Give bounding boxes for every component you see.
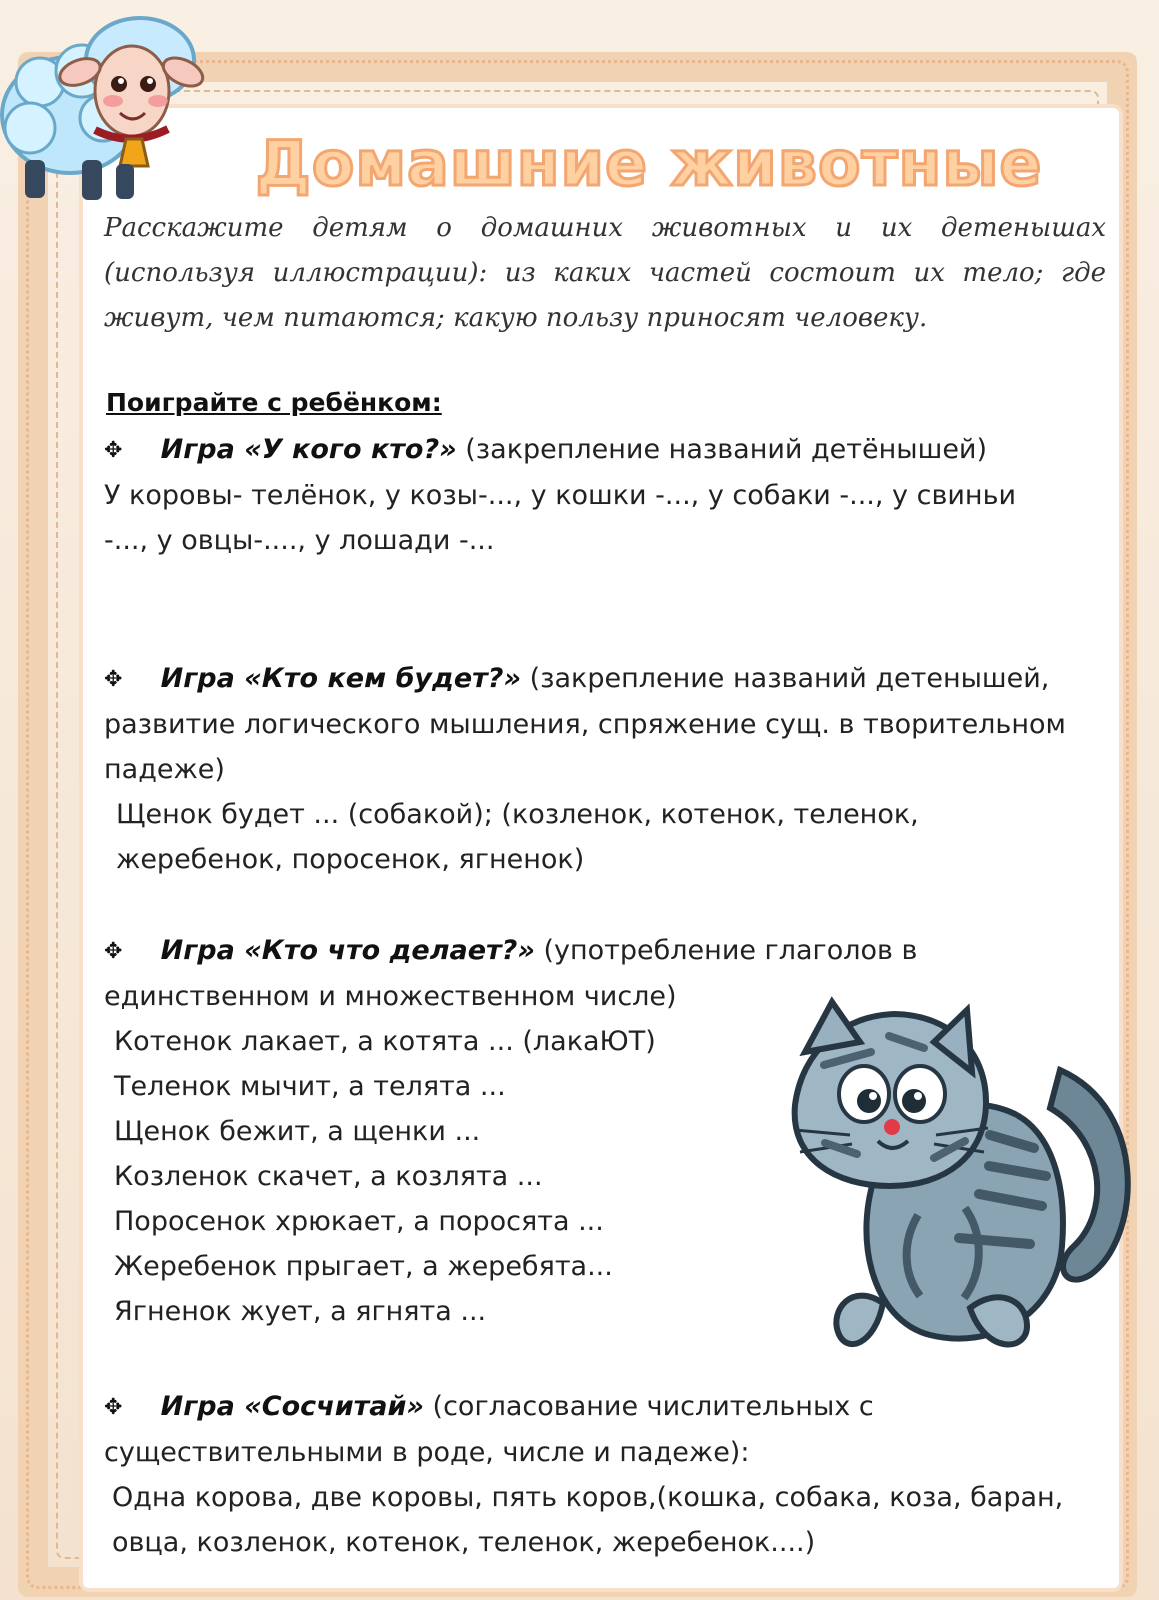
diamond-bullet-icon: ✥ (104, 667, 123, 692)
game-description: (согласование числительных с существительными в роде, числе и падеже): (104, 1391, 874, 1468)
game-example: У коровы- телёнок, у козы-..., у кошки -..., у собаки -..., у свиньи -..., у овцы-...., у лошади -... (104, 480, 1017, 556)
cat-illustration (760, 990, 1150, 1390)
game-heading (104, 427, 1034, 473)
cat-icon (795, 1002, 1128, 1345)
sheep-illustration (0, 0, 220, 220)
game-example: Поросенок хрюкает, а поросята ... (114, 1206, 604, 1237)
sheep-icon (2, 18, 207, 200)
game-example: Одна корова, две коровы, пять коров,(кошка, собака, коза, баран, овца, козленок, котенок, теленок, жеребенок....) (112, 1482, 1064, 1558)
game-example: Козленок скачет, а козлята ... (114, 1161, 543, 1192)
game-heading (104, 656, 1084, 792)
game-description: (закрепление названий детенышей, развитие логического мышления, спряжение сущ. в творительном падеже) (104, 663, 1066, 785)
game-example: Жеребенок прыгает, а жеребята... (114, 1251, 613, 1282)
game-title: Игра «Кто кем будет?» (160, 663, 521, 694)
game-example: Котенок лакает, а котята ... (лакаЮТ) (114, 1026, 656, 1057)
game-title: Игра «Кто что делает?» (160, 935, 535, 966)
game-example: Щенок бежит, а щенки ... (114, 1116, 481, 1147)
game-section-count (104, 1384, 1114, 1565)
game-title: Игра «У кого кто?» (160, 434, 457, 465)
game-description: (закрепление названий детёнышей) (465, 434, 988, 465)
game-section-who-has-who (104, 427, 1034, 563)
intro-paragraph: Расскажите детям о домашних животных и их детенышах (используя иллюстрации): из каких частей состоит их тело; где живут, чем питаются; какую пользу приносят человеку. (104, 213, 1106, 333)
game-title: Игра «Сосчитай» (160, 1391, 424, 1422)
game-example: Теленок мычит, а телята ... (114, 1071, 506, 1102)
page-title: Домашние животные (255, 127, 1043, 200)
game-example: Ягненок жует, а ягнята ... (114, 1296, 487, 1327)
game-description: (употребление глаголов в единственном и множественном числе) (104, 935, 918, 1012)
game-example: Щенок будет ... (собакой); (козленок, котенок, теленок, жеребенок, поросенок, ягненок) (116, 799, 919, 875)
diamond-bullet-icon: ✥ (104, 1395, 123, 1420)
game-section-who-will-be-who (104, 656, 1084, 882)
diamond-bullet-icon: ✥ (104, 438, 123, 463)
diamond-bullet-icon: ✥ (104, 939, 123, 964)
play-heading: Поиграйте с ребёнком: (106, 388, 442, 417)
game-heading (104, 1384, 1114, 1475)
